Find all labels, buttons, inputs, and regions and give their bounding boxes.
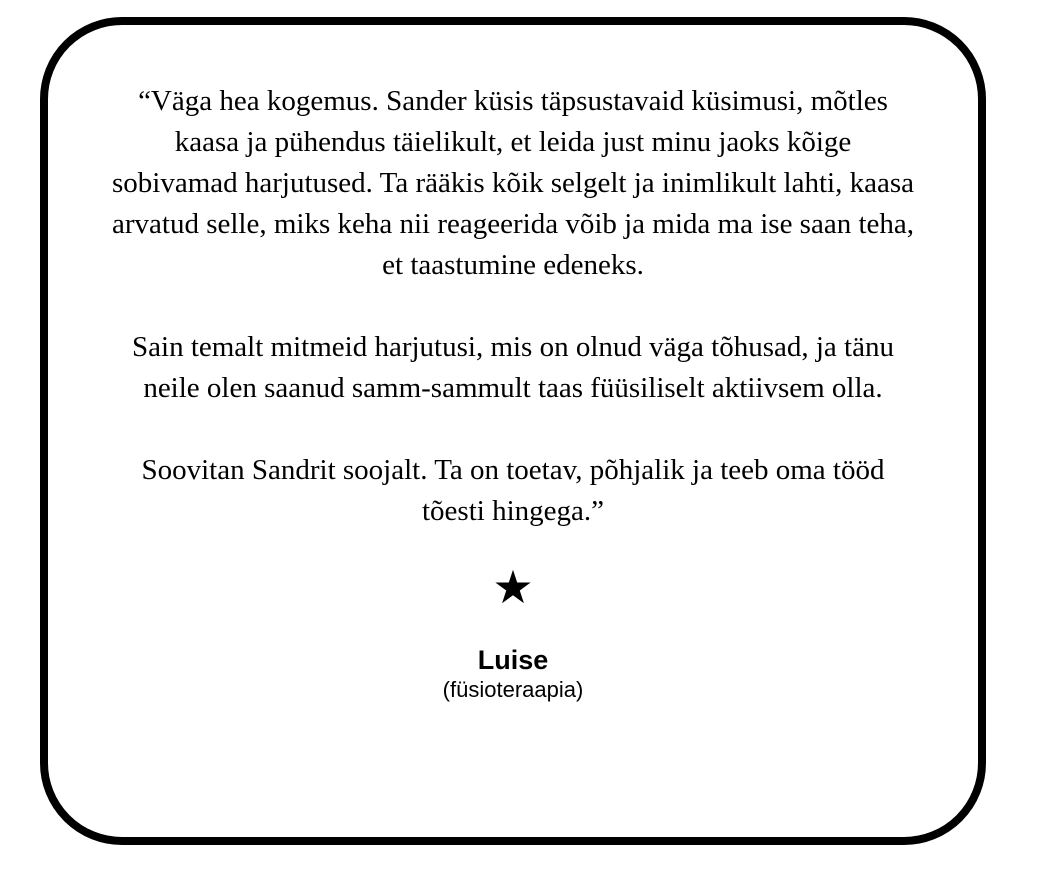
author-name: Luise	[477, 645, 549, 675]
quote-paragraph-3: Soovitan Sandrit soojalt. Ta on toetav, põhjalik ja teeb oma tööd tõesti hingega.”	[141, 454, 885, 527]
testimonial-card	[40, 17, 986, 845]
star-icon: ★	[492, 560, 534, 614]
quote-paragraph-2: Sain temalt mitmeid harjutusi, mis on olnud väga tõhusad, ja tänu neile olen saanud samm-sammult taas füüsiliselt aktiivsem olla.	[132, 331, 894, 404]
quote-paragraph-1: “Väga hea kogemus. Sander küsis täpsustavaid küsimusi, mõtles kaasa ja pühendus täielikult, et leida just minu jaoks kõige sobivamad harjutused. Ta rääkis kõik selgelt ja inimlikult lahti, kaasa arvatud selle, miks keha nii reageerida võib ja mida ma ise saan teha, et taastumine edeneks.	[111, 85, 915, 281]
testimonial-quote	[110, 81, 916, 532]
author-role: (füsioteraapia)	[442, 677, 584, 702]
testimonial-author	[110, 644, 916, 704]
testimonial-card-content	[48, 25, 978, 837]
